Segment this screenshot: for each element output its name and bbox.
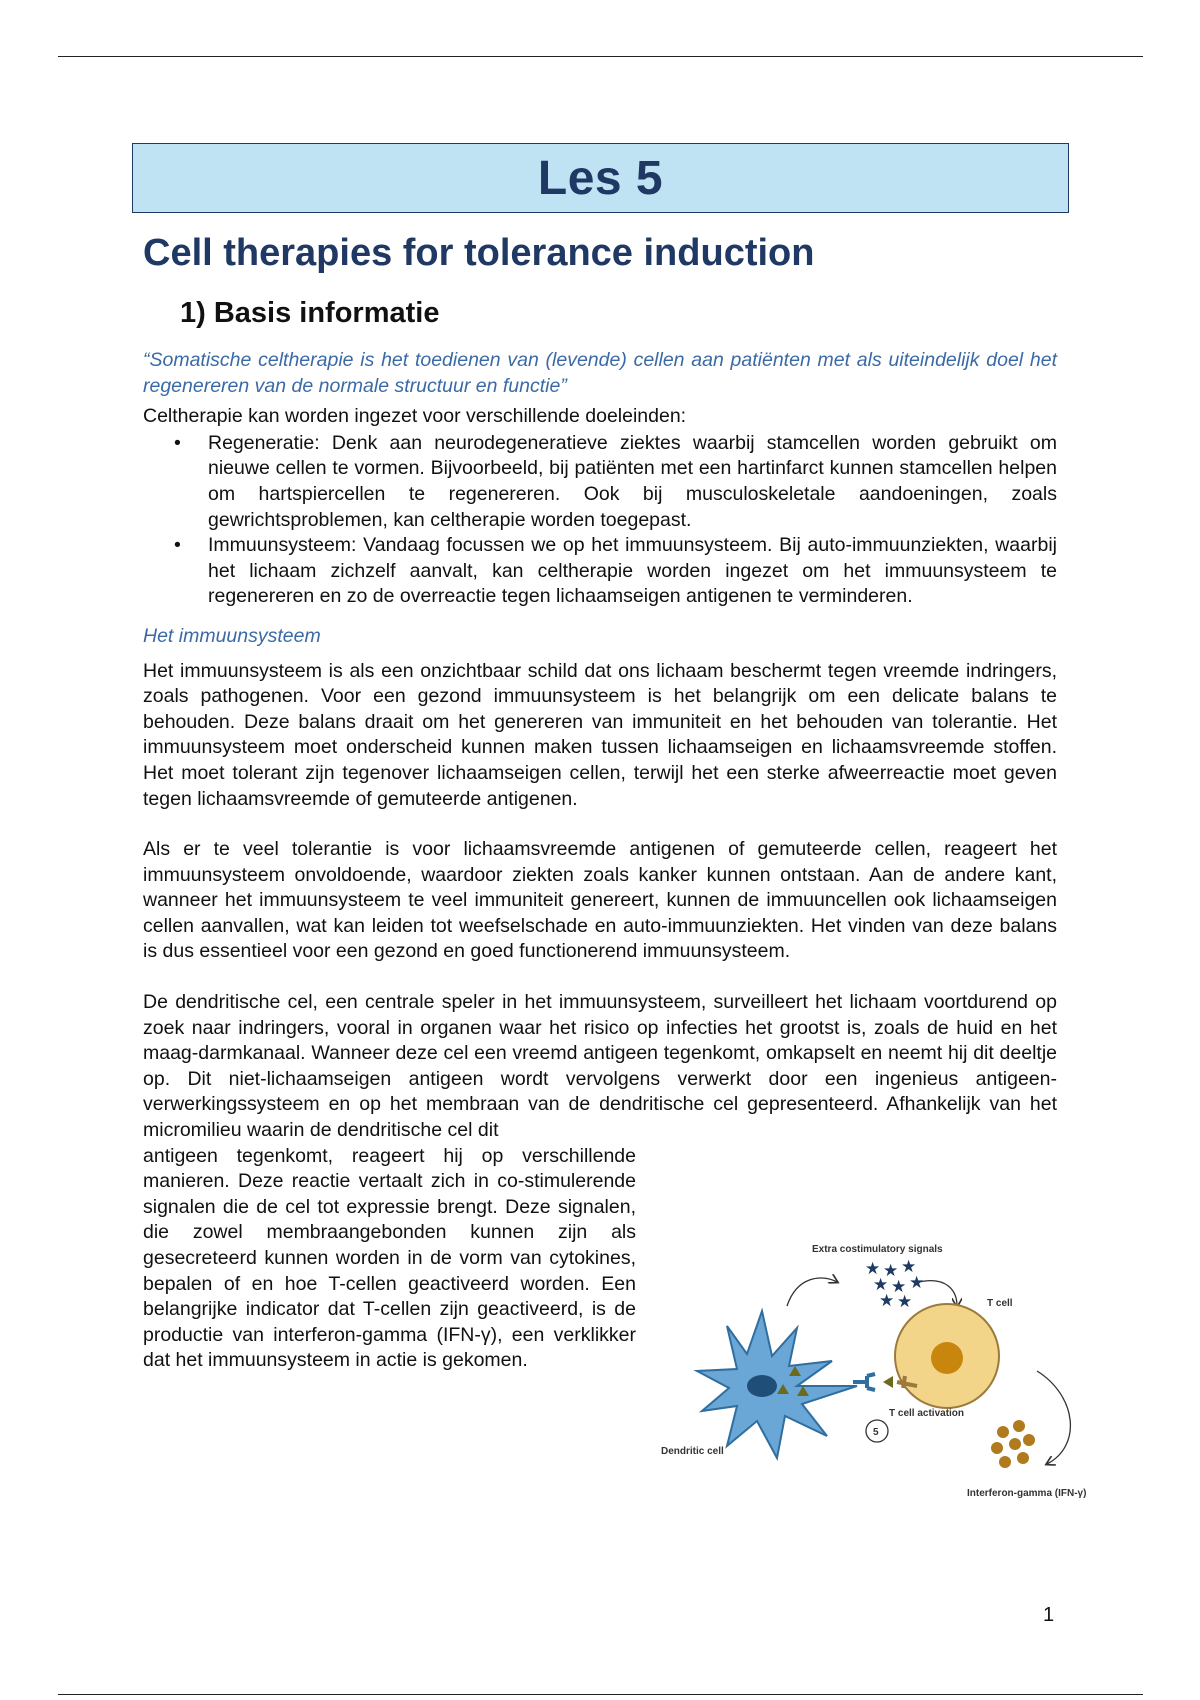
list-item-text: Immuunsysteem: Vandaag focussen we op het immuunsysteem. Bij auto-immuunziekten, waarbij het lichaam zichzelf aanvalt, kan celtherapie worden ingezet om het immuunsysteem te regenereren en zo de overreactie tegen lichaamseigen antigenen te verminderen. bbox=[208, 534, 1057, 608]
body-content bbox=[143, 348, 1057, 1374]
label-ifn: Interferon-gamma (IFN-γ) bbox=[967, 1488, 1087, 1499]
page-number: 1 bbox=[1043, 1604, 1055, 1626]
definition-quote: “Somatische celtherapie is het toedienen van (levende) cellen aan patiënten met als uiteindelijk doel het regenereren van de normale structuur en functie” bbox=[143, 349, 1057, 397]
paragraph: Als er te veel tolerantie is voor lichaamsvreemde antigenen of gemuteerde cellen, reageert het immuunsysteem onvoldoende, waardoor ziekten zoals kanker kunnen ontstaan. Aan de andere kant, wanneer het immuunsysteem te veel immuniteit genereert, kunnen de immuuncellen ook lichaamseigen cellen aanvallen, wat kan leiden tot weefselschade en auto-immuunziekten. Het vinden van deze balans is dus essentieel voor een gezond en goed functionerend immuunsysteem. bbox=[143, 838, 1057, 963]
lesson-title: Les 5 bbox=[537, 151, 664, 205]
antigen-icon bbox=[883, 1376, 893, 1388]
dendritic-cell-icon bbox=[697, 1311, 875, 1458]
label-costimulatory-signals: Extra costimulatory signals bbox=[812, 1244, 943, 1255]
star-icon: ★ bbox=[901, 1257, 917, 1276]
label-tcell-activation: T cell activation bbox=[889, 1408, 965, 1419]
list-item bbox=[174, 431, 1057, 533]
intro-text: Celtherapie kan worden ingezet voor verschillende doeleinden: bbox=[143, 405, 687, 428]
label-dendritic-cell: Dendritic cell bbox=[661, 1446, 724, 1457]
arrow-to-tcell bbox=[919, 1281, 957, 1306]
list-item-text: Regeneratie: Denk aan neurodegeneratieve ziektes waarbij stamcellen worden gebruikt om nieuwe cellen te vormen. Bijvoorbeeld, bij patiënten met een hartinfarct kunnen stamcellen helpen om hartspiercellen te regenereren. Ook bij musculoskeletale aandoeningen, zoals gewrichtsproblemen, kan celtherapie worden toegepast. bbox=[208, 431, 1057, 531]
chapter-title: Cell therapies for tolerance induction bbox=[143, 232, 815, 274]
signal-stars bbox=[865, 1257, 924, 1311]
bullet-icon: • bbox=[174, 534, 181, 557]
tcell-icon bbox=[895, 1304, 999, 1408]
figure-svg bbox=[657, 1236, 1097, 1511]
label-tcell: T cell bbox=[987, 1298, 1013, 1309]
section-title: 1) Basis informatie bbox=[180, 297, 440, 329]
arrow-to-signals bbox=[787, 1278, 837, 1306]
star-icon: ★ bbox=[865, 1259, 881, 1278]
star-icon: ★ bbox=[897, 1292, 913, 1311]
arrow-to-ifn bbox=[1037, 1371, 1070, 1464]
purpose-list bbox=[143, 431, 1057, 610]
header-rule bbox=[58, 56, 1143, 57]
paragraph: Het immuunsysteem is als een onzichtbaar schild dat ons lichaam beschermt tegen vreemde indringers, zoals pathogenen. Voor een gezond immuunsysteem is het belangrijk om een delicate balans te behouden. Deze balans draait om het genereren van immuniteit en het behouden van tolerantie. Het immuunsysteem moet onderscheid kunnen maken tussen lichaamseigen en lichaamsvreemde stoffen. Het moet tolerant zijn tegenover lichaamseigen cellen, terwijl het een sterke afweerreactie moet geven tegen lichaamsvreemde of gemuteerde antigenen. bbox=[143, 659, 1057, 810]
star-icon: ★ bbox=[883, 1261, 899, 1280]
bullet-icon: • bbox=[174, 431, 181, 454]
badge-number: 5 bbox=[873, 1427, 879, 1438]
star-icon: ★ bbox=[873, 1275, 889, 1294]
lesson-title-box bbox=[132, 143, 1069, 213]
star-icon: ★ bbox=[891, 1277, 907, 1296]
wrap-paragraph: antigeen tegenkomt, reageert hij op verschillende manieren. Deze reactie vertaalt zich in co-stimulerende signalen die de cel tot expressie brengt. Deze signalen, die zowel membraangebonden kunnen zijn als gesecreteerd kunnen worden in de vorm van cytokines, bepalen of en hoe T-cellen geactiveerd worden. Een belangrijke indicator dat T-cellen zijn geactiveerd, is de productie van interferon-gamma (IFN-γ), een verklikker dat het immuunsysteem in actie is gekomen. bbox=[143, 1144, 636, 1372]
subheading: Het immuunsysteem bbox=[143, 624, 321, 647]
footer-rule bbox=[58, 1694, 1143, 1695]
star-icon: ★ bbox=[909, 1273, 925, 1292]
list-item bbox=[174, 533, 1057, 610]
paragraph: De dendritische cel, een centrale speler in het immuunsysteem, surveilleert het lichaam voortdurend op zoek naar indringers, vooral in organen waar het risico op infecties het grootst is, zoals de huid en het maag-darmkanaal. Wanneer deze cel een vreemd antigeen tegenkomt, omkapselt en neemt hij dit deeltje op. Dit niet-lichaamseigen antigeen wordt vervolgens verwerkt door een ingenieus antigeen-verwerkingssysteem en op het membraan van de dendritische cel gepresenteerd. Afhankelijk van het micromilieu waarin de dendritische cel dit bbox=[143, 991, 1057, 1142]
immune-figure bbox=[657, 1236, 1097, 1511]
ifn-icon bbox=[991, 1420, 1035, 1468]
star-icon: ★ bbox=[879, 1291, 895, 1310]
